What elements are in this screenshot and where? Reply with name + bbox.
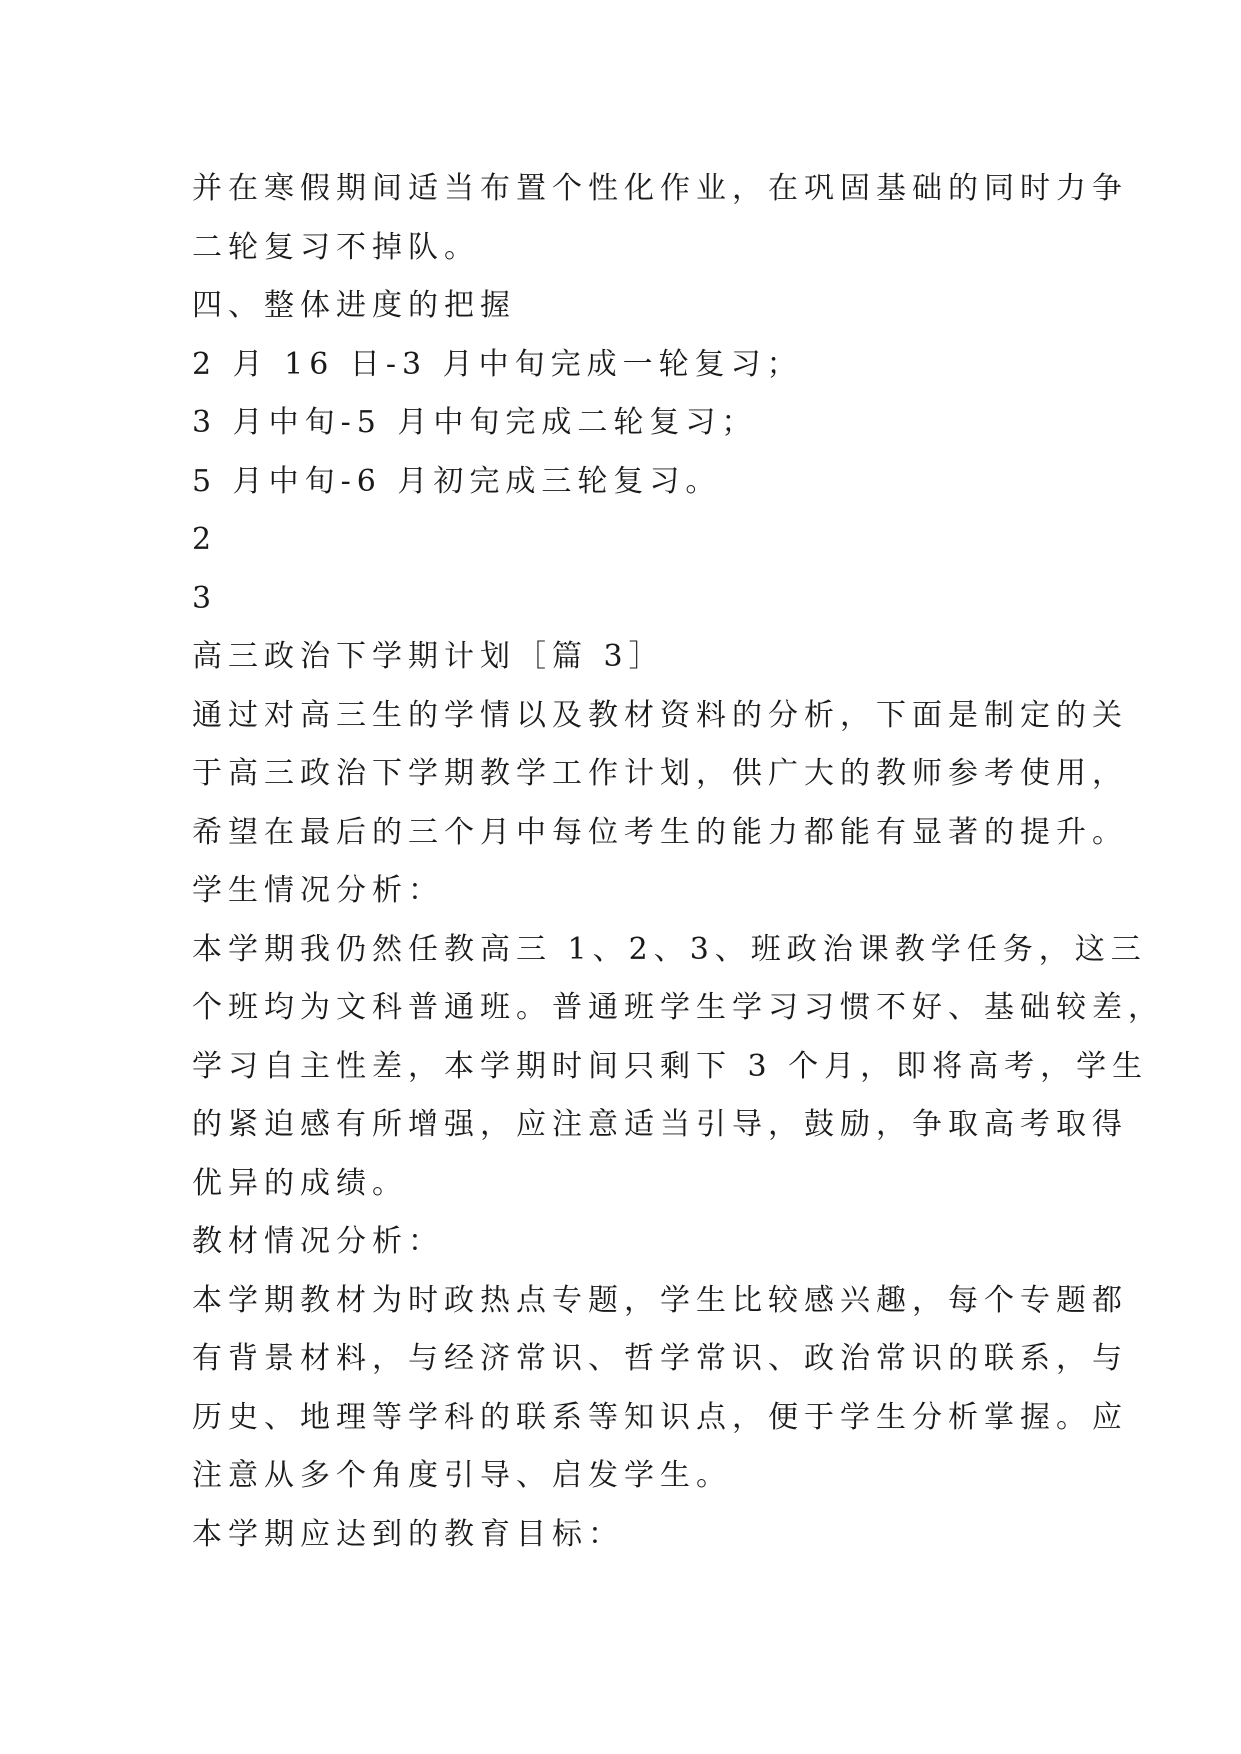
paragraph-line: 注意从多个角度引导、启发学生。	[192, 1458, 732, 1493]
paragraph-line: 学习自主性差，本学期时间只剩下 3 个月，即将高考，学生	[192, 1048, 1149, 1084]
schedule-item: 5 月中旬-6 月初完成三轮复习。	[192, 463, 722, 499]
section-heading: 教材情况分析：	[192, 1224, 444, 1259]
page-number: 3	[192, 580, 218, 616]
paragraph-line: 希望在最后的三个月中每位考生的能力都能有显著的提升。	[192, 814, 1128, 850]
section-heading: 四、整体进度的把握	[192, 288, 516, 323]
paragraph-line: 个班均为文科普通班。普通班学生学习习惯不好、基础较差，	[192, 990, 1164, 1025]
paragraph-line: 有背景材料，与经济常识、哲学常识、政治常识的联系，与	[192, 1341, 1128, 1376]
paragraph-line: 历史、地理等学科的联系等知识点，便于学生分析掌握。应	[192, 1399, 1128, 1435]
paragraph-line: 二轮复习不掉队。	[192, 229, 480, 265]
document-body	[192, 160, 1164, 1564]
page-number: 2	[192, 522, 218, 557]
paragraph-line: 的紧迫感有所增强，应注意适当引导，鼓励，争取高考取得	[192, 1107, 1128, 1142]
paragraph-line: 并在寒假期间适当布置个性化作业，在巩固基础的同时力争	[192, 171, 1128, 206]
paragraph-line: 本学期我仍然任教高三 1、2、3、班政治课教学任务，这三	[192, 931, 1147, 967]
paragraph-line: 优异的成绩。	[192, 1165, 408, 1201]
section-heading: 本学期应达到的教育目标：	[192, 1516, 624, 1552]
schedule-item: 2 月 16 日-3 月中旬完成一轮复习；	[192, 346, 803, 382]
section-heading: 学生情况分析：	[192, 873, 444, 908]
schedule-item: 3 月中旬-5 月中旬完成二轮复习；	[192, 405, 758, 440]
paragraph-line: 通过对高三生的学情以及教材资料的分析，下面是制定的关	[192, 697, 1128, 733]
paragraph-line: 本学期教材为时政热点专题，学生比较感兴趣，每个专题都	[192, 1282, 1128, 1318]
article-title: 高三政治下学期计划［篇 3］	[192, 639, 665, 674]
paragraph-line: 于高三政治下学期教学工作计划，供广大的教师参考使用，	[192, 756, 1128, 791]
